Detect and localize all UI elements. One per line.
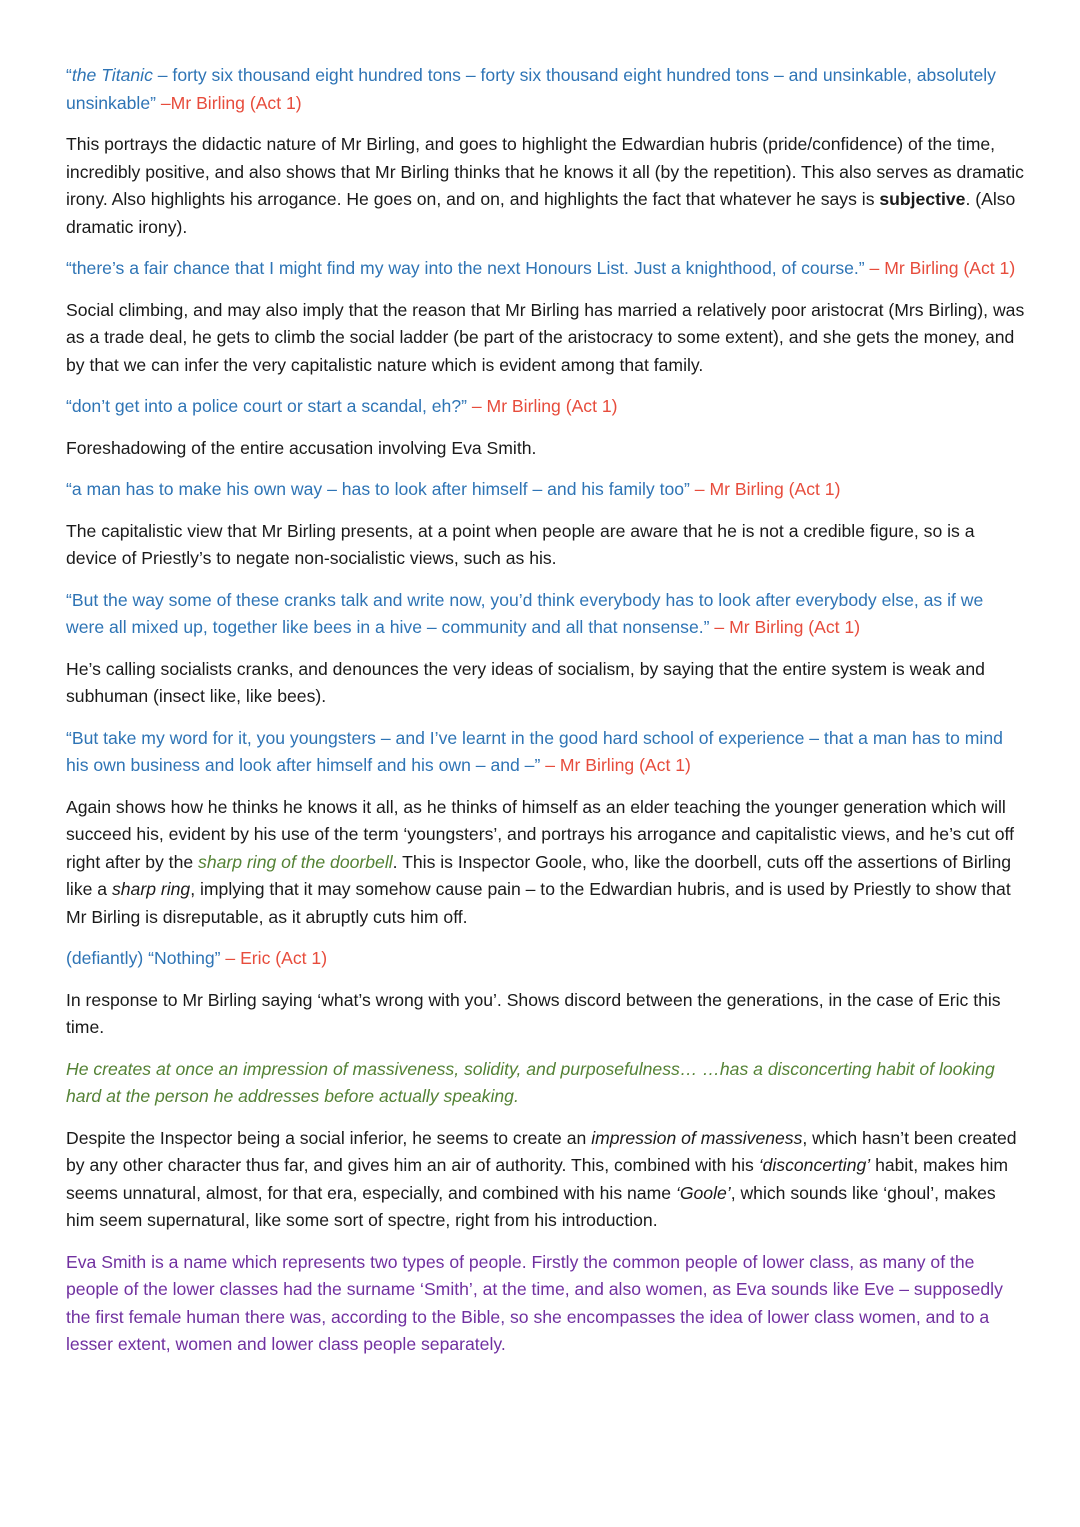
text-run: , implying that it may somehow cause pain – to the Edwardian hubris, and is used by Priestly to show that Mr Birling is disreputable, as it abruptly cuts him off. [66,879,1011,927]
quote-attribution: –Mr Birling (Act 1) [160,92,302,113]
emphasis-italic: ‘Goole’ [675,1182,731,1203]
text-run: In response to Mr Birling saying ‘what’s wrong with you’. Shows discord between the generations, in the case of Eric this time. [66,989,1001,1037]
quote-paragraph [66,393,1026,421]
quote-attribution: – Mr Birling (Act 1) [694,479,841,499]
quote-text: “But take my word for it, you youngsters – and I’ve learnt in the good hard school of experience – that a man has to mind his own business and look after himself and his own – and –” [66,727,1003,775]
emphasis-bold: subjective [879,189,966,209]
text-run: habit, makes him seems unnatural, almost, for that era, especially, and combined with his name [66,1155,1009,1203]
text-run: Social climbing, and may also imply that the reason that Mr Birling has married a relatively poor aristocrat (Mrs Birling), was as a trade deal, he gets to climb the social ladder (be part of the aristocracy to some extent), and she gets the money, and by that we can infer the very capitalistic nature which is evident among that family. [66,299,1025,375]
text-run: Eva Smith is a name which represents two types of people. Firstly the common people of lower class, as many of the people of the lower classes had the surname ‘Smith’, at the time, and also women, as Eva sounds like Eve – supposedly the first female human there was, according to the Bible, so she encompasses the idea of lower class women, and to a lesser extent, women and lower class people separately. [66,1251,1003,1354]
quote-text: “a man has to make his own way – has to look after himself – and his family too” [66,479,695,499]
quote-paragraph [66,476,1026,504]
analysis-paragraph [66,987,1026,1042]
emphasis-italic: impression of massiveness [591,1127,803,1148]
text-run: He’s calling socialists cranks, and denounces the very ideas of socialism, by saying that the entire system is weak and subhuman (insect like, like bees). [66,658,985,706]
quote-text: “ [66,65,72,85]
quote-text: “But the way some of these cranks talk and write now, you’d think everybody has to look after everybody else, as if we were all mixed up, together like bees in a hive – community and all that nonsense.” [66,589,984,637]
note-paragraph [66,1249,1026,1359]
quote-paragraph [66,725,1026,780]
analysis-paragraph [66,435,1026,463]
analysis-paragraph [66,1125,1026,1235]
analysis-paragraph [66,131,1026,241]
text-run: Again shows how he thinks he knows it all, as he thinks of himself as an elder teaching the younger generation which will succeed his, evident by his use of the term ‘youngsters’, and portrays his arrogance and capitalistic views, and he’s cut off right after by the [66,796,1014,872]
analysis-paragraph [66,656,1026,711]
quote-paragraph [66,62,1026,117]
quote-attribution: – Eric (Act 1) [225,948,328,968]
quote-text: – forty six thousand eight hundred tons – forty six thousand eight hundred tons – and unsinkable, absolutely unsinkable” [66,65,996,113]
stage-direction-text: He creates at once an impression of massiveness, solidity, and purposefulness… …has a disconcerting habit of looking hard at the person he addresses before actually speaking. [66,1058,995,1106]
document-page [66,62,1026,1373]
text-run: . (Also dramatic irony). [66,189,1016,237]
quote-attribution: – Mr Birling (Act 1) [545,755,691,775]
quote-attribution: – Mr Birling (Act 1) [471,396,618,416]
notes-content [66,62,1026,1359]
stage-direction-paragraph [66,1056,1026,1111]
text-run: This portrays the didactic nature of Mr Birling, and goes to highlight the Edwardian hubris (pride/confidence) of the time, incredibly positive, and also shows that Mr Birling thinks that he knows it all (by the repetition). This also serves as dramatic irony. Also highlights his arrogance. He goes on, and on, and highlights the fact that whatever he says is [66,134,1024,209]
text-run: Foreshadowing of the entire accusation involving Eva Smith. [66,437,537,458]
text-run: Despite the Inspector being a social inferior, he seems to create an [66,1127,592,1148]
emphasis-italic: sharp ring [111,879,191,899]
text-run: The capitalistic view that Mr Birling presents, at a point when people are aware that he is not a credible figure, so is a device of Priestly’s to negate non-socialistic views, such as his. [66,520,975,568]
quote-text: (defiantly) “Nothing” [66,948,226,968]
quote-text: “don’t get into a police court or start a scandal, eh?” [66,396,472,416]
quote-attribution: – Mr Birling (Act 1) [714,617,861,637]
analysis-paragraph [66,518,1026,573]
quote-text: “there’s a fair chance that I might find my way into the next Honours List. Just a knighthood, of course.” [66,258,870,278]
quote-text: the Titanic [71,65,153,85]
quote-paragraph [66,587,1026,642]
quote-paragraph [66,255,1026,283]
text-run: , which hasn’t been created by any other character thus far, and gives him an air of authority. This, combined with his [66,1127,1017,1175]
analysis-paragraph [66,794,1026,932]
stage-direction-text: sharp ring of the doorbell [198,851,393,872]
analysis-paragraph [66,297,1026,380]
quote-paragraph [66,945,1026,973]
emphasis-italic: ‘disconcerting’ [758,1155,871,1175]
quote-attribution: – Mr Birling (Act 1) [869,258,1016,278]
text-run: . This is Inspector Goole, who, like the doorbell, cuts off the assertions of Birling like a [66,851,1012,899]
text-run: , which sounds like ‘ghoul’, makes him seem supernatural, like some sort of spectre, right from his introduction. [66,1182,996,1230]
